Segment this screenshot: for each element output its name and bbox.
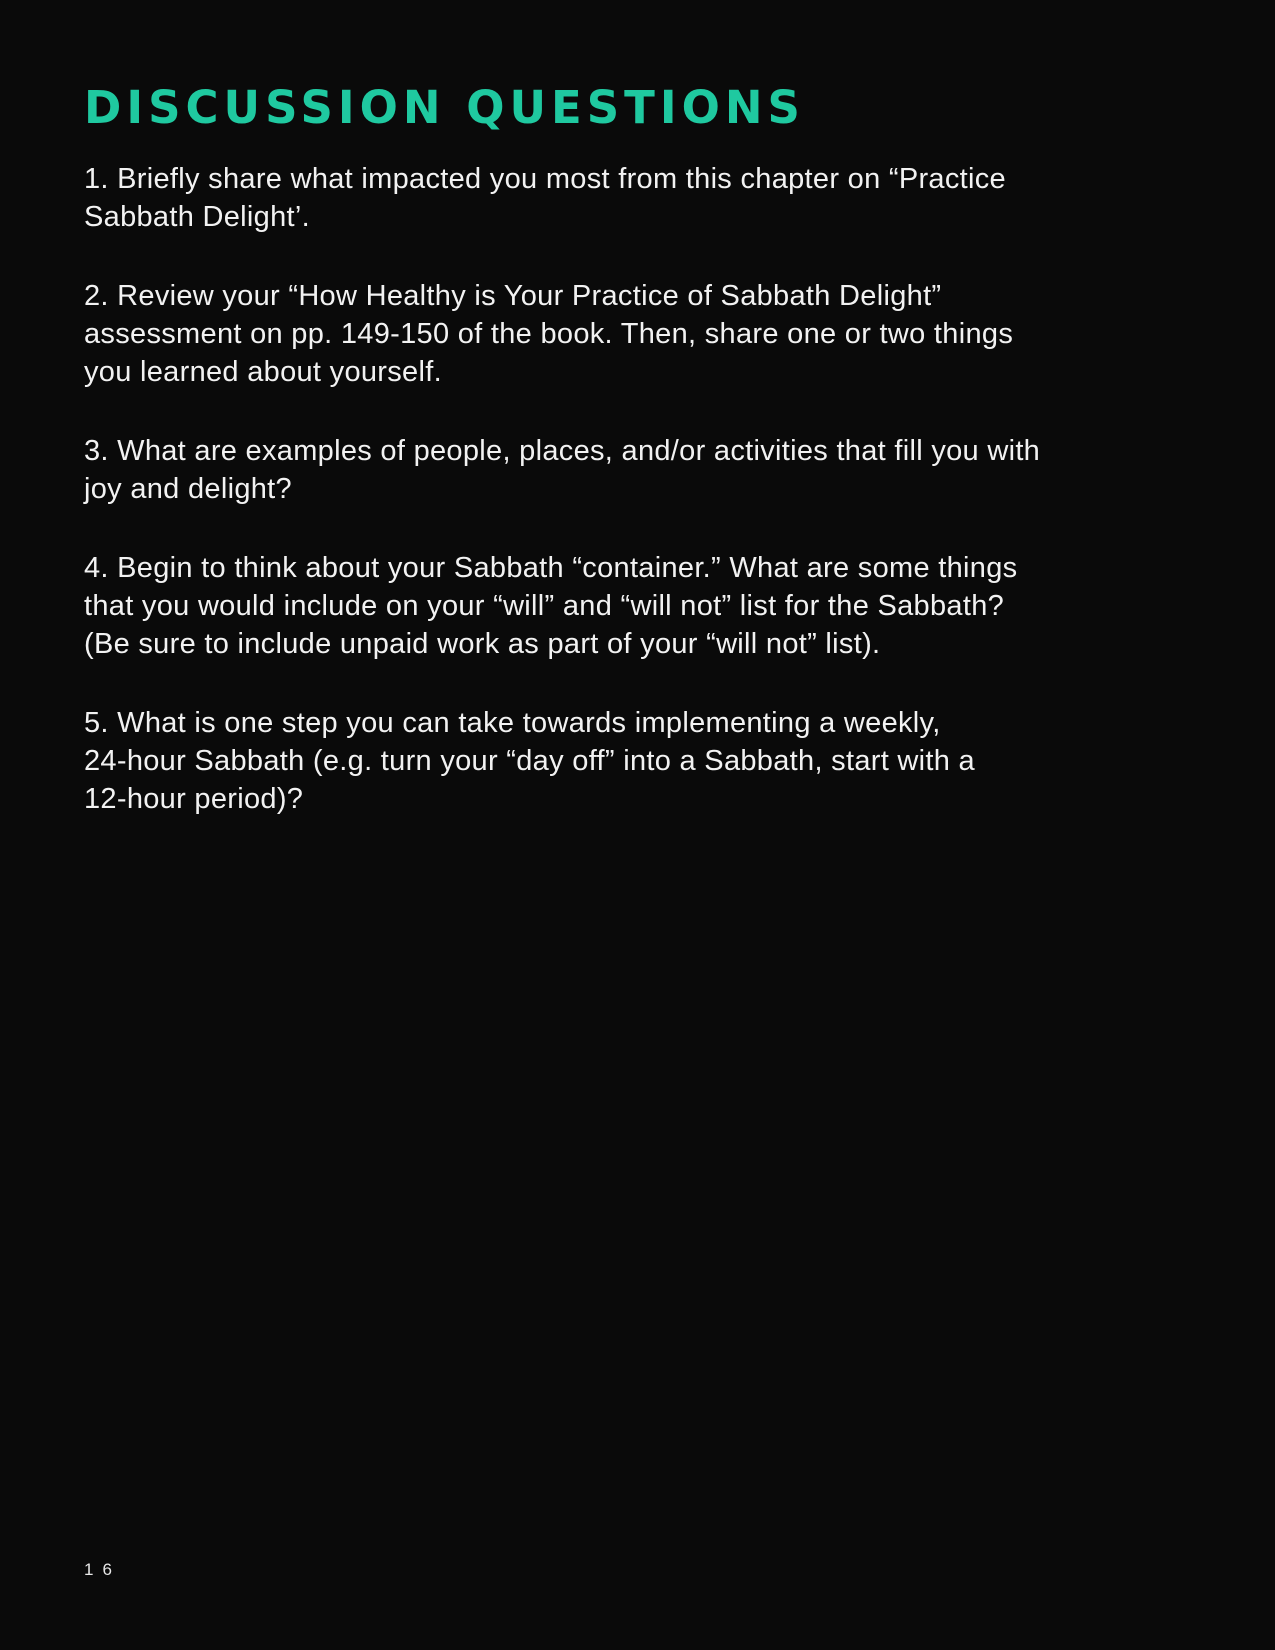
- question-item: 1. Briefly share what impacted you most from this chapter on “Practice Sabbath Delight’.: [84, 163, 1006, 233]
- page-number: 16: [84, 1560, 121, 1579]
- page-title: DISCUSSION QUESTIONS: [84, 81, 805, 134]
- question-item: 4. Begin to think about your Sabbath “container.” What are some things that you would include on your “will” and “will not” list for the Sabbath? (Be sure to include unpaid work as part of your “will not” list).: [84, 552, 1018, 660]
- question-item: 5. What is one step you can take towards implementing a weekly, 24-hour Sabbath (e.g. turn your “day off” into a Sabbath, start with a 12-hour period)?: [84, 707, 975, 815]
- question-list: [84, 160, 1204, 818]
- discussion-page: [84, 80, 1204, 859]
- question-item: 3. What are examples of people, places, and/or activities that fill you with joy and delight?: [84, 435, 1041, 505]
- question-item: 2. Review your “How Healthy is Your Practice of Sabbath Delight” assessment on pp. 149-150 of the book. Then, share one or two things you learned about yourself.: [84, 280, 1014, 388]
